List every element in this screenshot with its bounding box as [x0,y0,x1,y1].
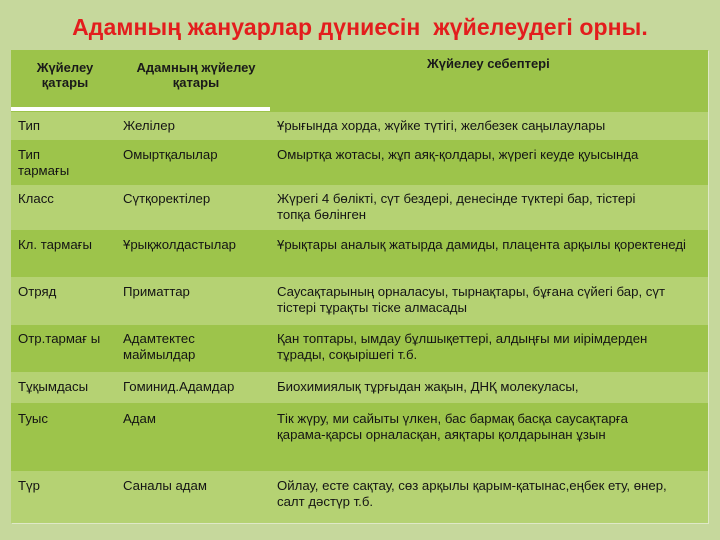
taxon-cell: Ұрықжолдастылар [123,237,236,252]
table-row [11,140,708,185]
taxon-cell: Сүтқоректілер [123,191,211,206]
reason-cell: Ұрығында хорда, жүйке түтігі, желбезек саңылаулары [277,118,606,133]
rank-cell: Туыс [18,411,48,426]
taxon-cell: Омыртқалылар [123,147,218,162]
table-row [11,403,708,471]
reason-cell: Ойлау, есте сақтау, сөз арқылы қарым-қатынас,еңбек ету, өнер, салт дәстүр т.б. [277,478,667,509]
reason-cell: Қан топтары, ымдау бұлшықеттері, алдыңғы ми иірімдерден тұрады, соқырішегі т.б. [277,331,648,362]
table-row [11,112,708,140]
taxon-cell: Адам [123,411,156,426]
table-row [11,325,708,372]
rank-cell: Отр.тармағ ы [18,331,101,346]
rank-cell: Тұқымдасы [18,379,89,394]
table-row [11,277,708,325]
header-underline-divider [11,107,270,111]
table-row [11,230,708,277]
header-human-rank: Адамның жүйелеу қатары [136,60,256,90]
rank-cell: Тип [18,118,40,133]
header-classification-rank: Жүйелеу қатары [36,60,94,90]
reason-cell: Биохимиялық тұрғыдан жақын, ДНҚ молекуласы, [277,379,579,394]
reason-cell: Омыртқа жотасы, жұп аяқ-қолдары, жүрегі кеуде қуысында [277,147,639,162]
rank-cell: Түр [18,478,40,493]
table-header-row [11,50,708,112]
rank-cell: Кл. тармағы [18,237,92,252]
header-classification-reasons: Жүйелеу себептері [427,56,550,71]
taxon-cell: Гоминид.Адамдар [123,379,235,394]
table-row [11,471,708,523]
taxon-cell: Приматтар [123,284,190,299]
classification-table [11,50,708,523]
rank-cell: Отряд [18,284,57,299]
reason-cell: Саусақтарының орналасуы, тырнақтары, бұғана сүйегі бар, сүт тістері тұрақты тіске алмасады [277,284,666,315]
reason-cell: Жүрегі 4 бөлікті, сүт бездері, денесінде түктері бар, тістері топқа бөлінген [277,191,636,222]
taxon-cell: Желілер [123,118,175,133]
reason-cell: Тік жүру, ми сайыты үлкен, бас бармақ басқа саусақтарға қарама-қарсы орналасқан, аяқтары қолдарынан ұзын [277,411,628,442]
taxon-cell: Саналы адам [123,478,207,493]
rank-cell: Класс [18,191,54,206]
table-row [11,185,708,230]
taxon-cell: Адамтектес маймылдар [123,331,196,362]
reason-cell: Ұрықтары аналық жатырда дамиды, плацента арқылы қоректенеді [277,237,686,252]
slide-title: Адамның жануарлар дүниесін жүйелеудегі орны. [72,14,648,40]
table-row [11,372,708,403]
rank-cell: Тип тармағы [18,147,70,178]
